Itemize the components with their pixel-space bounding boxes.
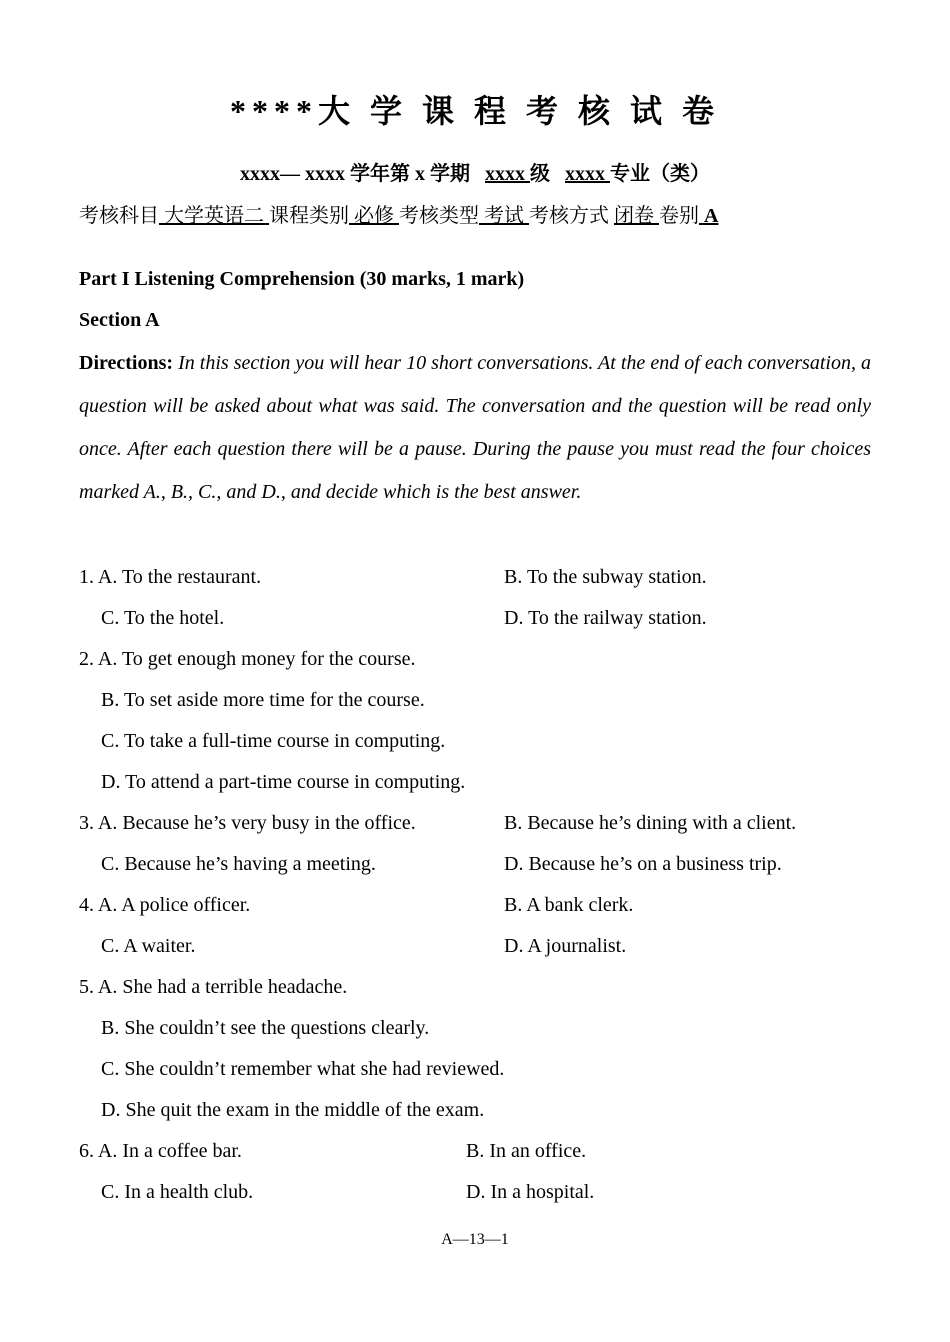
q4-option-b: B. A bank clerk. — [504, 894, 634, 916]
mode-value: 闭卷 — [614, 205, 659, 227]
grade-value: xxxx — [485, 163, 530, 185]
type-label: 考核类型 — [399, 205, 479, 227]
q3-option-a: 3. A. Because he’s very busy in the office. — [79, 812, 416, 834]
q6-option-a: 6. A. In a coffee bar. — [79, 1140, 242, 1162]
paper-value: A — [699, 205, 719, 227]
q5-option-d: D. She quit the exam in the middle of the exam. — [101, 1099, 485, 1121]
subject-label: 考核科目 — [79, 205, 159, 227]
category-label: 课程类别 — [269, 205, 349, 227]
q2-option-d: D. To attend a part-time course in computing. — [101, 771, 466, 793]
exam-title: ****大 学 课 程 考 核 试 卷 — [229, 93, 720, 129]
subject-value: 大学英语二 — [159, 205, 269, 227]
q4-option-a: 4. A. A police officer. — [79, 894, 251, 916]
q4-option-c: C. A waiter. — [101, 935, 196, 957]
directions-label: Directions: — [79, 352, 174, 374]
q1-option-a: 1. A. To the restaurant. — [79, 566, 262, 588]
paper-label: 卷别 — [659, 205, 699, 227]
major-value: xxxx — [565, 163, 610, 185]
q1-option-d: D. To the railway station. — [504, 607, 707, 629]
directions-paragraph — [79, 342, 871, 514]
directions-text: In this section you will hear 10 short conversations. At the end of each conversation, a question will be asked about what was said. The conversation and the question will be read only once. After each question there will be a pause. During the pause you must read the four choices marked A., B., C., and D., and decide which is the best answer. — [79, 352, 871, 503]
exam-subtitle — [0, 157, 950, 186]
q2-option-c: C. To take a full-time course in computing. — [101, 730, 446, 752]
type-value: 考试 — [479, 205, 529, 227]
q1-option-b: B. To the subway station. — [504, 566, 707, 588]
q6-option-c: C. In a health club. — [101, 1181, 254, 1203]
q1-option-c: C. To the hotel. — [101, 607, 225, 629]
major-label: 专业（类） — [610, 163, 710, 185]
q4-option-d: D. A journalist. — [504, 935, 627, 957]
q3-option-c: C. Because he’s having a meeting. — [101, 853, 376, 875]
grade-label: 级 — [530, 163, 550, 185]
q5-option-c: C. She couldn’t remember what she had reviewed. — [101, 1058, 505, 1080]
q6-option-b: B. In an office. — [466, 1140, 587, 1162]
academic-year: xxxx— xxxx 学年第 x 学期 — [240, 163, 470, 185]
q5-option-a: 5. A. She had a terrible headache. — [79, 976, 348, 998]
q2-option-a: 2. A. To get enough money for the course. — [79, 648, 416, 670]
q5-option-b: B. She couldn’t see the questions clearly. — [101, 1017, 430, 1039]
mode-label: 考核方式 — [529, 205, 609, 227]
exam-meta — [79, 199, 718, 228]
section-heading: Section A — [79, 309, 160, 331]
category-value: 必修 — [349, 205, 399, 227]
q3-option-d: D. Because he’s on a business trip. — [504, 853, 782, 875]
q2-option-b: B. To set aside more time for the course. — [101, 689, 425, 711]
part-heading: Part I Listening Comprehension (30 marks, 1 mark) — [79, 268, 525, 290]
q6-option-d: D. In a hospital. — [466, 1181, 595, 1203]
page-number: A—13—1 — [441, 1231, 509, 1248]
q3-option-b: B. Because he’s dining with a client. — [504, 812, 797, 834]
